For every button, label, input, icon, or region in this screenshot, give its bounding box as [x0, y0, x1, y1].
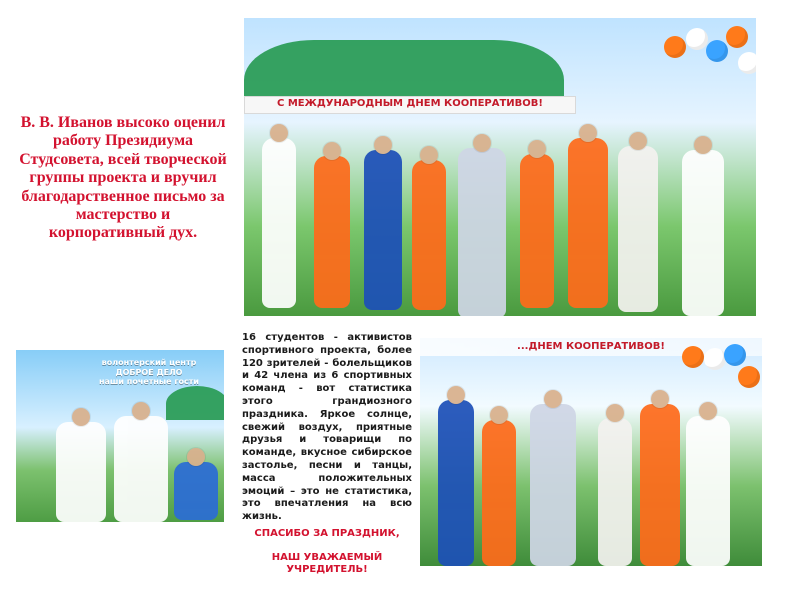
- tent-shape: [244, 40, 564, 102]
- person: [412, 160, 446, 310]
- person: [682, 150, 724, 316]
- thanks-line-1: СПАСИБО ЗА ПРАЗДНИК,: [254, 528, 400, 539]
- person: [520, 154, 554, 308]
- person: [598, 418, 632, 566]
- balloon-icon: [738, 366, 760, 388]
- person: [438, 400, 474, 566]
- group-photo-top: [244, 18, 756, 316]
- balloon-icon: [664, 36, 686, 58]
- group-photo-right: [420, 338, 762, 566]
- person: [314, 156, 350, 308]
- photo-caption: волонтерский центр ДОБРОЕ ДЕЛО наши почетные гости: [98, 358, 200, 387]
- volunteer-photo: [16, 350, 224, 522]
- person: [458, 148, 506, 316]
- person: [686, 416, 730, 566]
- mascot: [174, 462, 218, 520]
- person: [482, 420, 516, 566]
- person: [640, 404, 680, 566]
- balloon-icon: [704, 348, 726, 370]
- balloon-icon: [726, 26, 748, 48]
- balloon-icon: [682, 346, 704, 368]
- headline-text: В. В. Иванов высоко оценил работу Президиума Студсовета, всей творческой группы проекта и вручил благодарственное письмо за мастерство и корпоративный дух.: [19, 114, 227, 242]
- person: [56, 422, 106, 522]
- person: [568, 138, 608, 308]
- banner: ...ДНЕМ КООПЕРАТИВОВ!: [420, 338, 762, 356]
- balloon-icon: [724, 344, 746, 366]
- tent-shape: [166, 386, 224, 420]
- person: [262, 138, 296, 308]
- thanks-line-2: НАШ УВАЖАЕМЫЙ УЧРЕДИТЕЛЬ!: [271, 552, 383, 575]
- person: [618, 146, 658, 312]
- person: [364, 150, 402, 310]
- person: [114, 416, 168, 522]
- balloon-icon: [738, 52, 756, 74]
- balloon-icon: [686, 28, 708, 50]
- person: [530, 404, 576, 566]
- stats-paragraph: 16 студентов - активистов спортивного проекта, более 120 зрителей - болельщиков и 42 члена из 6 спортивных команд - вот статистика этого грандиозного праздника. Яркое солнце, свежий воздух, приятные друзья и товарищи по команде, вкусное сибирское застолье, песни и танцы, масса положительных эмоций – это не статистика, это впечатления на всю жизнь.: [242, 332, 412, 523]
- banner: С МЕЖДУНАРОДНЫМ ДНЕМ КООПЕРАТИВОВ!: [244, 96, 576, 114]
- balloon-icon: [706, 40, 728, 62]
